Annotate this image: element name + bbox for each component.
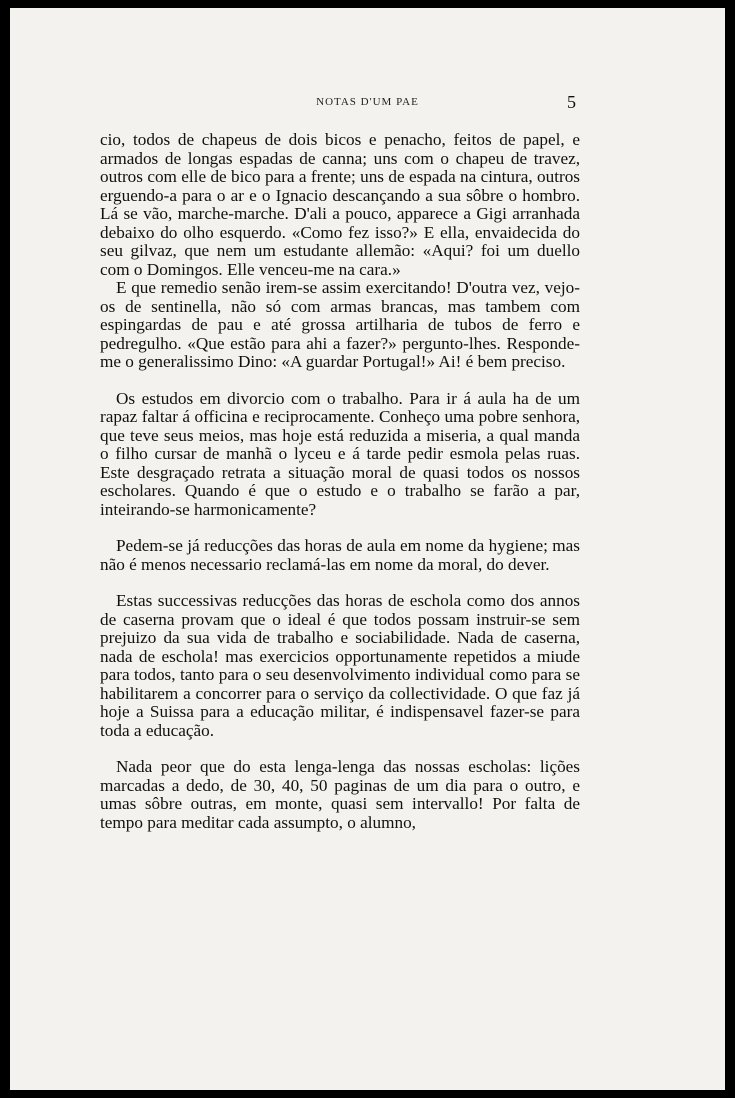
paragraph-6: Nada peor que do esta lenga-lenga das nossas escholas: lições marcadas a dedo, de 30, 40, 50 paginas de um dia para o outro, e umas sôbre outras, em monte, quasi sem intervallo! Por falta de tempo para meditar cada assumpto, o alumno, xyxy=(100,757,580,832)
running-title: NOTAS D'UM PAE xyxy=(316,96,419,108)
body-text xyxy=(100,131,580,832)
paragraph-4: Pedem-se já reducções das horas de aula em nome da hygiene; mas não é menos necessario reclamá-las em nome da moral, do dever. xyxy=(100,536,580,574)
paragraph-5: Estas successivas reducções das horas de eschola como dos annos de caserna provam que o ideal é que todos possam instruir-se sem prejuizo da sua vida de trabalho e sociabilidade. Nada de caserna, nada de eschola! mas exercicios opportunamente repetidos a miude para todos, tanto para o seu desenvolvimento individual como para se habilitarem a concorrer para o serviço da collectividade. O que faz já hoje a Suissa para a educação militar, é indispensavel fazer-se para toda a educação. xyxy=(100,591,580,740)
paragraph-1: cio, todos de chapeus de dois bicos e penacho, feitos de papel, e armados de longas espadas de canna; uns com o chapeu de travez, outros com elle de bico para a frente; uns de espada na cintura, outros erguendo-a para o ar e o Ignacio descançando a sua sôbre o hombro. Lá se vão, marche-marche. D'ali a pouco, apparece a Gigi arranhada debaixo do olho esquerdo. «Como fez isso?» E ella, envaidecida do seu gilvaz, que nem um estudante allemão: «Aqui? foi um duello com o Domingos. Elle venceu-me na cara.» xyxy=(100,130,580,279)
paragraph-3: Os estudos em divorcio com o trabalho. Para ir á aula ha de um rapaz faltar á officina e reciprocamente. Conheço uma pobre senhora, que teve seus meios, mas hoje está reduzida a miseria, a qual manda o filho cursar de manhã o lyceu e á tarde pedir esmola pelas ruas. Este desgraçado retrata a situação moral de quasi todos os nossos escholares. Quando é que o estudo e o trabalho se farão a par, inteirando-se harmonicamente? xyxy=(100,388,580,519)
book-page xyxy=(10,8,725,1090)
page-header xyxy=(10,92,725,120)
page-number: 5 xyxy=(567,92,576,112)
paragraph-2: E que remedio senão irem-se assim exercitando! D'outra vez, vejo-os de sentinella, não só com armas brancas, mas tambem com espingardas de pau e até grossa artilharia de tubos de ferro e pedregulho. «Que estão para ahi a fazer?» pergunto-lhes. Responde-me o generalissimo Dino: «A guardar Portugal!» Ai! é bem preciso. xyxy=(100,278,580,371)
